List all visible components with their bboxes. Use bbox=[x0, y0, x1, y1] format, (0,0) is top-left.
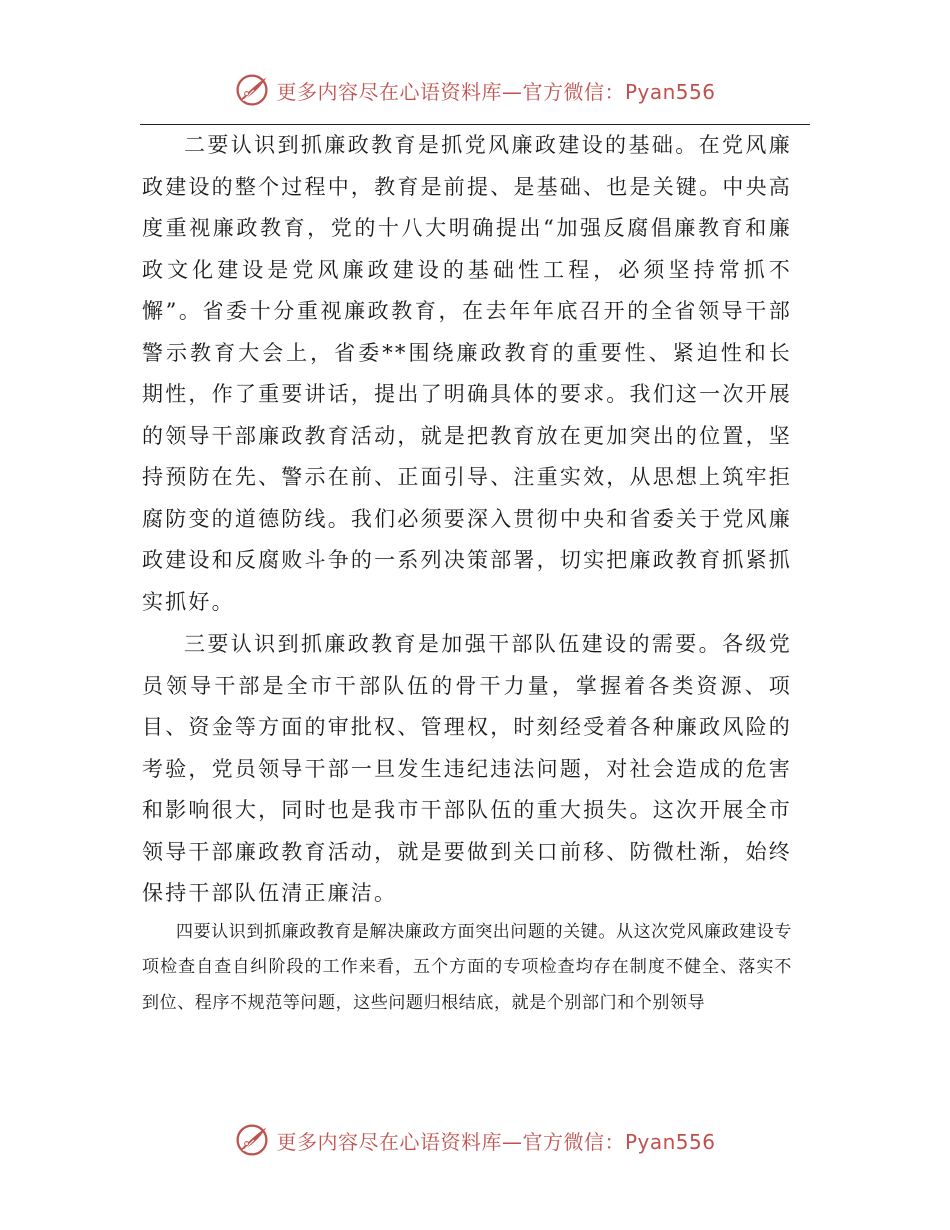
paragraph-4: 四要认识到抓廉政教育是解决廉政方面突出问题的关键。从这次党风廉政建设专项检查自查自纠阶段的工作来看，五个方面的专项检查均存在制度不健全、落实不到位、程序不规范等问题，这些问题归根结底，就是个别部门和个别领导 bbox=[142, 921, 792, 1013]
watermark-text: 更多内容尽在心语资料库—官方微信：Pyan556 bbox=[276, 1129, 716, 1154]
feather-quill-circle-icon bbox=[234, 1122, 270, 1158]
paragraph-2: 二要认识到抓廉政教育是抓党风廉政建设的基础。在党风廉政建设的整个过程中，教育是前提、是基础、也是关键。中央高度重视廉政教育，党的十八大明确提出“加强反腐倡廉教育和廉政文化建设是党风廉政建设的基础性工程，必须坚持常抓不懈”。省委十分重视廉政教育，在去年年底召开的全省领导干部警示教育大会上，省委**围绕廉政教育的重要性、紧迫性和长期性，作了重要讲话，提出了明确具体的要求。我们这一次开展的领导干部廉政教育活动，就是把教育放在更加突出的位置，坚持预防在先、警示在前、正面引导、注重实效，从思想上筑牢拒腐防变的道德防线。我们必须要深入贯彻中央和省委关于党风廉政建设和反腐败斗争的一系列决策部署，切实把廉政教育抓紧抓实抓好。 bbox=[142, 133, 792, 614]
feather-quill-circle-icon bbox=[234, 72, 270, 108]
document-body bbox=[142, 125, 792, 1021]
footer-watermark bbox=[0, 1120, 950, 1160]
header-watermark bbox=[0, 70, 950, 110]
watermark-text: 更多内容尽在心语资料库—官方微信：Pyan556 bbox=[276, 79, 716, 104]
paragraph-3: 三要认识到抓廉政教育是加强干部队伍建设的需要。各级党员领导干部是全市干部队伍的骨干力量，掌握着各类资源、项目、资金等方面的审批权、管理权，时刻经受着各种廉政风险的考验，党员领导干部一旦发生违纪违法问题，对社会造成的危害和影响很大，同时也是我市干部队伍的重大损失。这次开展全市领导干部廉政教育活动，就是要做到关口前移、防微杜渐，始终保持干部队伍清正廉洁。 bbox=[142, 632, 792, 905]
